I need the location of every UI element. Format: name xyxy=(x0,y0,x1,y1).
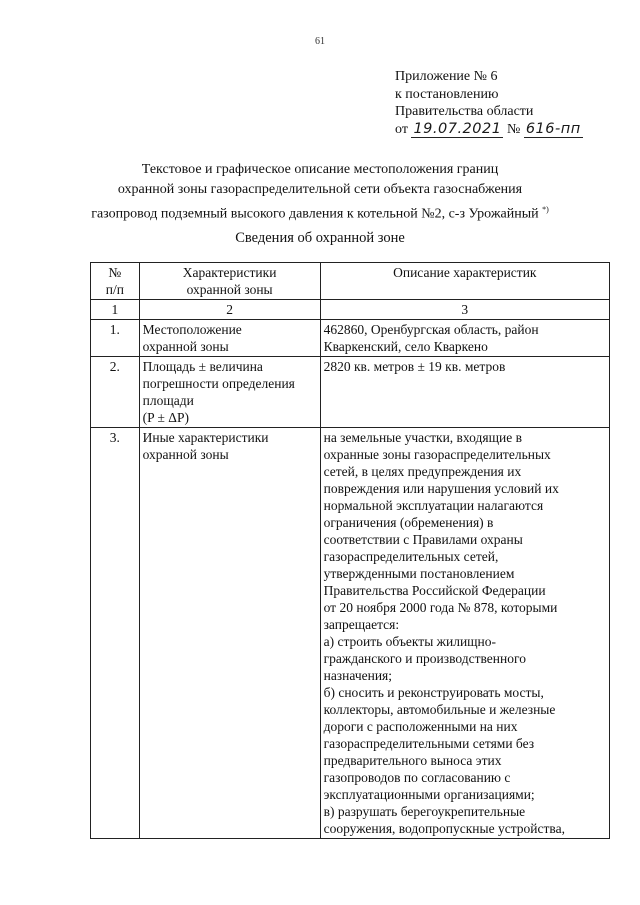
description-line: на земельные участки, входящие в xyxy=(323,430,522,445)
appendix-block xyxy=(395,68,583,138)
description-line: запрещается: xyxy=(323,617,400,632)
zone-info-table xyxy=(90,262,610,839)
header-description-line-1: Описание характеристик xyxy=(393,265,537,280)
index-cell-3: 3 xyxy=(320,300,609,320)
characteristic-line: Площадь ± величина xyxy=(142,359,263,374)
characteristic-line: (P ± ΔP) xyxy=(142,410,189,425)
characteristic-line: погрешности определения xyxy=(142,376,295,391)
characteristic-line: Местоположение xyxy=(142,322,242,337)
characteristic-line: площади xyxy=(142,393,194,408)
description-line: 2820 кв. метров ± 19 кв. метров xyxy=(323,359,506,374)
table-row xyxy=(91,357,610,428)
appendix-line-2: к постановлению xyxy=(395,86,499,102)
header-characteristics-line-1: Характеристики xyxy=(182,265,277,280)
description-line: Правительства Российской Федерации xyxy=(323,583,546,598)
description-line: в) разрушать берегоукрепительные xyxy=(323,804,526,819)
description-line: коллекторы, автомобильные и железные xyxy=(323,702,556,717)
description-line: газопроводов по согласованию с xyxy=(323,770,511,785)
description-line: повреждения или нарушения условий их xyxy=(323,481,559,496)
description-line: нормальной эксплуатации налагаются xyxy=(323,498,544,513)
table-row xyxy=(91,428,610,839)
description-line: газораспределительных сетей, xyxy=(323,549,499,564)
header-characteristics xyxy=(139,263,320,300)
description-line: 462860, Оренбургская область, район xyxy=(323,322,539,337)
row-characteristic xyxy=(139,357,320,428)
description-line: дороги с расположенными на них xyxy=(323,719,518,734)
description-line: предварительного выноса этих xyxy=(323,753,502,768)
description-line: охранные зоны газораспределительных xyxy=(323,447,551,462)
title-line-1: Текстовое и графическое описание местоположения границ xyxy=(141,162,499,177)
index-cell-1: 1 xyxy=(91,300,140,320)
title-line-3 xyxy=(40,200,600,225)
description-line: б) сносить и реконструировать мосты, xyxy=(323,685,544,700)
header-description xyxy=(320,263,609,300)
description-line: газораспределительными сетями без xyxy=(323,736,535,751)
row-description xyxy=(320,320,609,357)
title-line-2: охранной зоны газораспределительной сети объекта газоснабжения xyxy=(117,182,523,197)
table-index-row xyxy=(91,300,610,320)
number-label: № xyxy=(506,121,521,137)
row-description xyxy=(320,428,609,839)
description-line: гражданского и производственного xyxy=(323,651,526,666)
handwritten-date: 19.07.2021 xyxy=(413,120,502,137)
row-characteristic xyxy=(139,428,320,839)
description-line: ограничения (обременения) в xyxy=(323,515,494,530)
table-row xyxy=(91,320,610,357)
description-line: эксплуатационными организациями; xyxy=(323,787,535,802)
header-number-line-1: № xyxy=(108,265,122,280)
header-number xyxy=(91,263,140,300)
description-line: Кваркенский, село Кваркено xyxy=(323,339,488,354)
index-cell-2: 2 xyxy=(139,300,320,320)
row-characteristic xyxy=(139,320,320,357)
description-line: назначения; xyxy=(323,668,393,683)
characteristic-line: Иные характеристики xyxy=(142,430,269,445)
document-title xyxy=(40,160,600,225)
row-description xyxy=(320,357,609,428)
row-number: 3. xyxy=(91,428,140,839)
appendix-date-row xyxy=(395,121,583,139)
row-number: 1. xyxy=(91,320,140,357)
description-line: соответствии с Правилами охраны xyxy=(323,532,523,547)
description-line: сооружения, водопропускные устройства, xyxy=(323,821,565,836)
characteristic-line: охранной зоны xyxy=(142,339,229,354)
appendix-line-1: Приложение № 6 xyxy=(395,69,498,84)
row-number: 2. xyxy=(91,357,140,428)
characteristic-line: охранной зоны xyxy=(142,447,229,462)
handwritten-number: 616-пп xyxy=(525,120,581,137)
page-number: 61 xyxy=(315,36,325,47)
from-label: от xyxy=(395,121,408,137)
description-line: а) строить объекты жилищно- xyxy=(323,634,497,649)
description-line: сетей, в целях предупреждения их xyxy=(323,464,522,479)
title-line-3-text: газопровод подземный высокого давления к котельной №2, с-з Урожайный xyxy=(91,206,539,222)
description-line: от 20 ноября 2000 года № 878, которыми xyxy=(323,600,558,615)
header-characteristics-line-2: охранной зоны xyxy=(186,282,273,297)
table-header-row xyxy=(91,263,610,300)
title-footnote-mark: *) xyxy=(542,205,549,214)
table-body xyxy=(91,320,610,839)
appendix-line-3: Правительства области xyxy=(395,104,534,119)
header-number-line-2: п/п xyxy=(105,282,124,297)
section-subtitle: Сведения об охранной зоне xyxy=(235,230,405,246)
description-line: утвержденными постановлением xyxy=(323,566,515,581)
